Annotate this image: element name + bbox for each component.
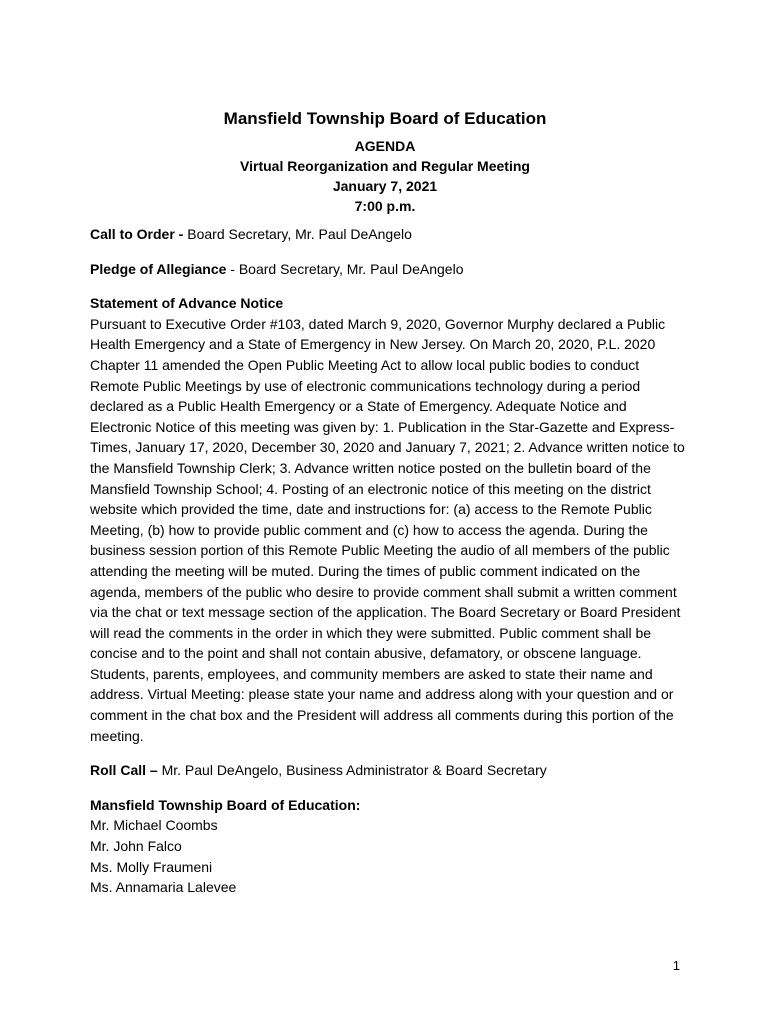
- pledge-of-allegiance: [90, 259, 690, 280]
- board-member: Ms. Annamaria Lalevee: [90, 879, 237, 896]
- statement-heading: Statement of Advance Notice: [90, 295, 284, 312]
- page-number: 1: [672, 958, 680, 973]
- board-member: Mr. Michael Coombs: [90, 817, 218, 834]
- board-member: Ms. Molly Fraumeni: [90, 858, 213, 875]
- roll-call-label: Roll Call –: [90, 762, 158, 779]
- board-heading: Mansfield Township Board of Education:: [90, 796, 361, 813]
- meeting-date: January 7, 2021: [332, 178, 438, 194]
- roll-call: [90, 760, 690, 781]
- agenda-header: [0, 108, 770, 216]
- call-to-order-text: Board Secretary, Mr. Paul DeAngelo: [183, 226, 412, 242]
- statement-body: Pursuant to Executive Order #103, dated March 9, 2020, Governor Murphy declared a Public Health Emergency and a State of Emergency in New Jersey. On March 20, 2020, P.L. 2020 Chapter 11 amended the Open Public Meeting Act to allow local public bodies to conduct Remote Public Meetings by use of electronic communications technology during a period declared as a Public Health Emergency or a State of Emergency. Adequate Notice and Electronic Notice of this meeting was given by: 1. Publication in the Star-Gazette and Express-Times, January 17, 2020, December 30, 2020 and January 7, 2021; 2. Advance written notice to the Mansfield Township Clerk; 3. Advance written notice posted on the bulletin board of the Mansfield Township School; 4. Posting of an electronic notice of this meeting on the district website which provided the time, date and instructions for: (a) access to the Remote Public Meeting, (b) how to provide public comment and (c) how to access the agenda. During the business session portion of this Remote Public Meeting the audio of all members of the public attending the meeting will be muted. During the times of public comment indicated on the agenda, members of the public who desire to provide comment shall submit a written comment via the chat or text message section of the application. The Board Secretary or Board President will read the comments in the order in which they were submitted. Public comment shall be concise and to the point and shall not contain abusive, defamatory, or obscene language. Students, parents, employees, and community members are asked to state their name and address. Virtual Meeting: please state your name and address along with your question and or comment in the chat box and the President will address all comments during this portion of the meeting.: [90, 315, 685, 744]
- document-title: Mansfield Township Board of Education: [223, 109, 547, 128]
- agenda-label: AGENDA: [354, 138, 416, 154]
- call-to-order: [90, 224, 690, 245]
- meeting-type: Virtual Reorganization and Regular Meeting: [240, 158, 530, 174]
- board-member: Mr. John Falco: [90, 838, 182, 855]
- pledge-text: - Board Secretary, Mr. Paul DeAngelo: [226, 260, 464, 277]
- agenda-body: [90, 224, 690, 898]
- meeting-time: 7:00 p.m.: [354, 198, 416, 214]
- roll-call-text: Mr. Paul DeAngelo, Business Administrator & Board Secretary: [157, 762, 547, 779]
- call-to-order-label: Call to Order -: [90, 226, 184, 242]
- pledge-label: Pledge of Allegiance: [90, 260, 227, 277]
